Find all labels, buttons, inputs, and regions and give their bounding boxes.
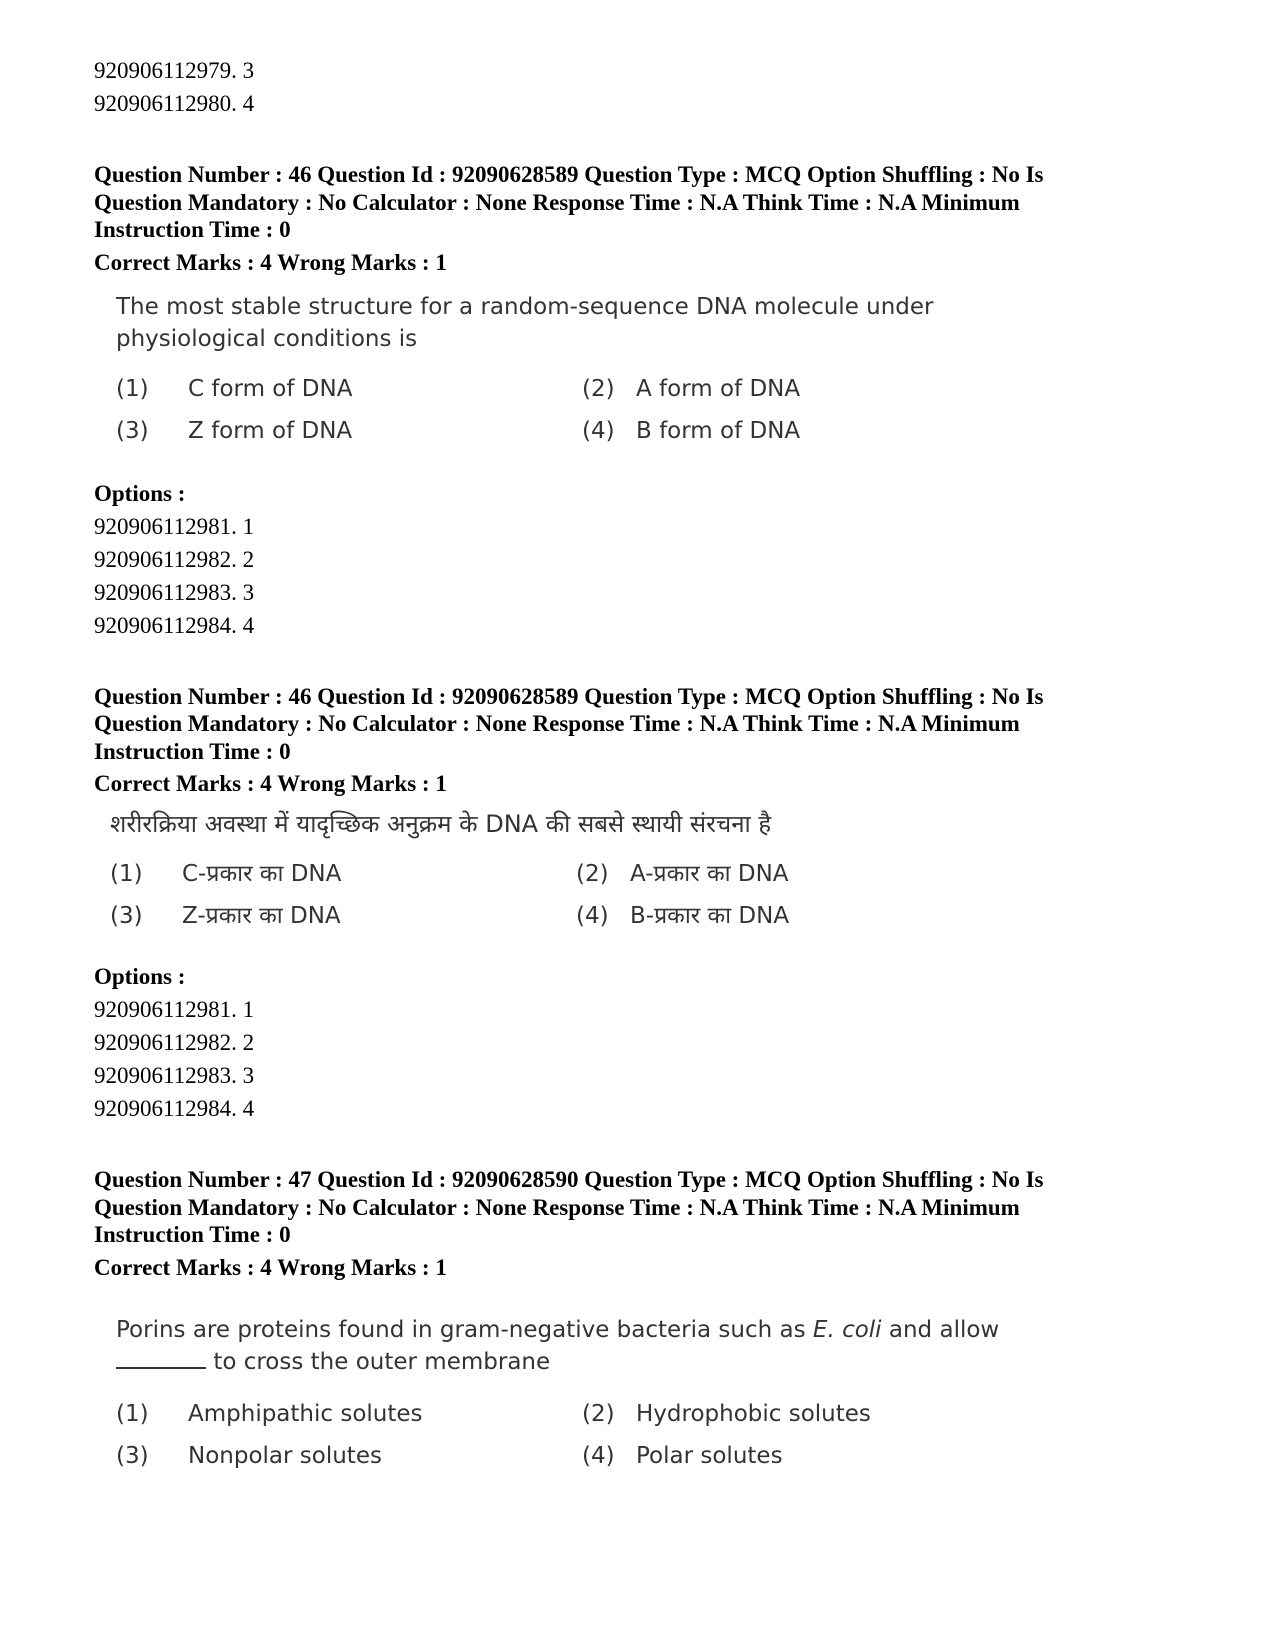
question-meta-line: Instruction Time : 0: [94, 1222, 291, 1247]
question-content: [94, 291, 1194, 447]
answer-choice: [582, 373, 1048, 405]
choice-number: (1): [110, 861, 143, 887]
answer-choice: [116, 415, 582, 447]
choice-text: C form of DNA: [188, 375, 353, 402]
choice-text: C-प्रकार का DNA: [182, 861, 342, 887]
choice-text: B form of DNA: [636, 417, 801, 444]
choice-text: A form of DNA: [636, 375, 801, 402]
question-stem: The most stable structure for a random-sequence DNA molecule under physiological conditions is: [116, 293, 934, 352]
question-47-english: [94, 1166, 1194, 1472]
choice-number: (2): [576, 861, 609, 887]
question-46-hindi: [94, 683, 1194, 1126]
choice-text: Z form of DNA: [188, 417, 353, 444]
previous-options: [94, 54, 1194, 120]
choice-text: Hydrophobic solutes: [636, 1400, 871, 1427]
choice-number: (4): [582, 1442, 615, 1469]
choice-number: (2): [582, 1400, 615, 1427]
marks-line: Correct Marks : 4 Wrong Marks : 1: [94, 771, 447, 796]
answer-choice: [582, 415, 1048, 447]
stem-italic-text: E. coli: [812, 1316, 882, 1343]
answer-choice: [576, 858, 1042, 890]
option-id-line: 920906112981. 1: [94, 513, 255, 539]
option-id-line: 920906112981. 1: [94, 997, 255, 1022]
choice-number: (3): [116, 1442, 149, 1469]
answer-choice: [582, 1398, 1048, 1430]
question-meta-line: Question Number : 47 Question Id : 92090628590 Question Type : MCQ Option Shuffling : No Is: [94, 1167, 1044, 1192]
question-stem: शरीरक्रिया अवस्था में यादृच्छिक अनुक्रम के DNA की सबसे स्थायी संरचना है: [110, 810, 772, 838]
answer-choice: [116, 1440, 582, 1472]
option-id-line: 920906112984. 4: [94, 1096, 255, 1121]
question-meta-line: Instruction Time : 0: [94, 738, 291, 764]
question-meta-line: Question Mandatory : No Calculator : None Response Time : N.A Think Time : N.A Minimum: [94, 189, 1020, 215]
question-meta-line: Instruction Time : 0: [94, 217, 291, 242]
option-id-line: 920906112980. 4: [94, 91, 255, 116]
stem-text: to cross the outer membrane: [213, 1348, 551, 1375]
question-meta-line: Question Mandatory : No Calculator : None Response Time : N.A Think Time : N.A Minimum: [94, 1194, 1020, 1220]
choice-number: (4): [582, 417, 615, 444]
answer-choice: [116, 373, 582, 405]
answer-choice: [110, 858, 576, 890]
question-content: [94, 1314, 1194, 1472]
marks-line: Correct Marks : 4 Wrong Marks : 1: [94, 1254, 447, 1280]
option-id-line: 920906112983. 3: [94, 1063, 255, 1088]
answer-choices: [116, 1398, 1194, 1472]
choice-text: A-प्रकार का DNA: [630, 861, 789, 887]
stem-text: and allow: [888, 1316, 1000, 1343]
option-id-line: 920906112979. 3: [94, 58, 255, 83]
choice-number: (2): [582, 375, 615, 402]
answer-choice: [582, 1440, 1048, 1472]
option-id-line: 920906112983. 3: [94, 579, 255, 605]
question-paper-page: [94, 54, 1194, 1472]
stem-text: Porins are proteins found in gram-negative bacteria such as: [116, 1316, 806, 1343]
choice-text: Amphipathic solutes: [188, 1400, 423, 1427]
question-stem: [116, 1314, 1016, 1378]
question-meta-line: Question Mandatory : No Calculator : None Response Time : N.A Think Time : N.A Minimum: [94, 711, 1020, 736]
choice-number: (3): [116, 417, 149, 444]
answer-choice: [576, 900, 1042, 932]
answer-choices: [110, 858, 1194, 932]
marks-line: Correct Marks : 4 Wrong Marks : 1: [94, 249, 447, 275]
choice-text: Polar solutes: [636, 1442, 783, 1469]
answer-choice: [110, 900, 576, 932]
options-heading: Options :: [94, 480, 186, 506]
choice-text: Z-प्रकार का DNA: [182, 903, 341, 929]
choice-number: (3): [110, 903, 143, 929]
options-heading: Options :: [94, 964, 186, 989]
choice-number: (1): [116, 375, 149, 402]
option-id-line: 920906112982. 2: [94, 1030, 255, 1055]
question-meta-line: Question Number : 46 Question Id : 92090628589 Question Type : MCQ Option Shuffling : No Is: [94, 683, 1044, 709]
answer-choice: [116, 1398, 582, 1430]
choice-number: (1): [116, 1400, 149, 1427]
option-id-line: 920906112984. 4: [94, 612, 255, 638]
answer-choices: [116, 373, 1194, 447]
question-46-english: [94, 161, 1194, 642]
choice-text: B-प्रकार का DNA: [630, 903, 790, 929]
choice-text: Nonpolar solutes: [188, 1442, 382, 1469]
question-meta-line: Question Number : 46 Question Id : 92090628589 Question Type : MCQ Option Shuffling : No Is: [94, 162, 1044, 187]
question-content: [94, 808, 1194, 932]
option-id-line: 920906112982. 2: [94, 546, 255, 572]
fill-in-blank: [116, 1347, 206, 1369]
choice-number: (4): [576, 903, 609, 929]
